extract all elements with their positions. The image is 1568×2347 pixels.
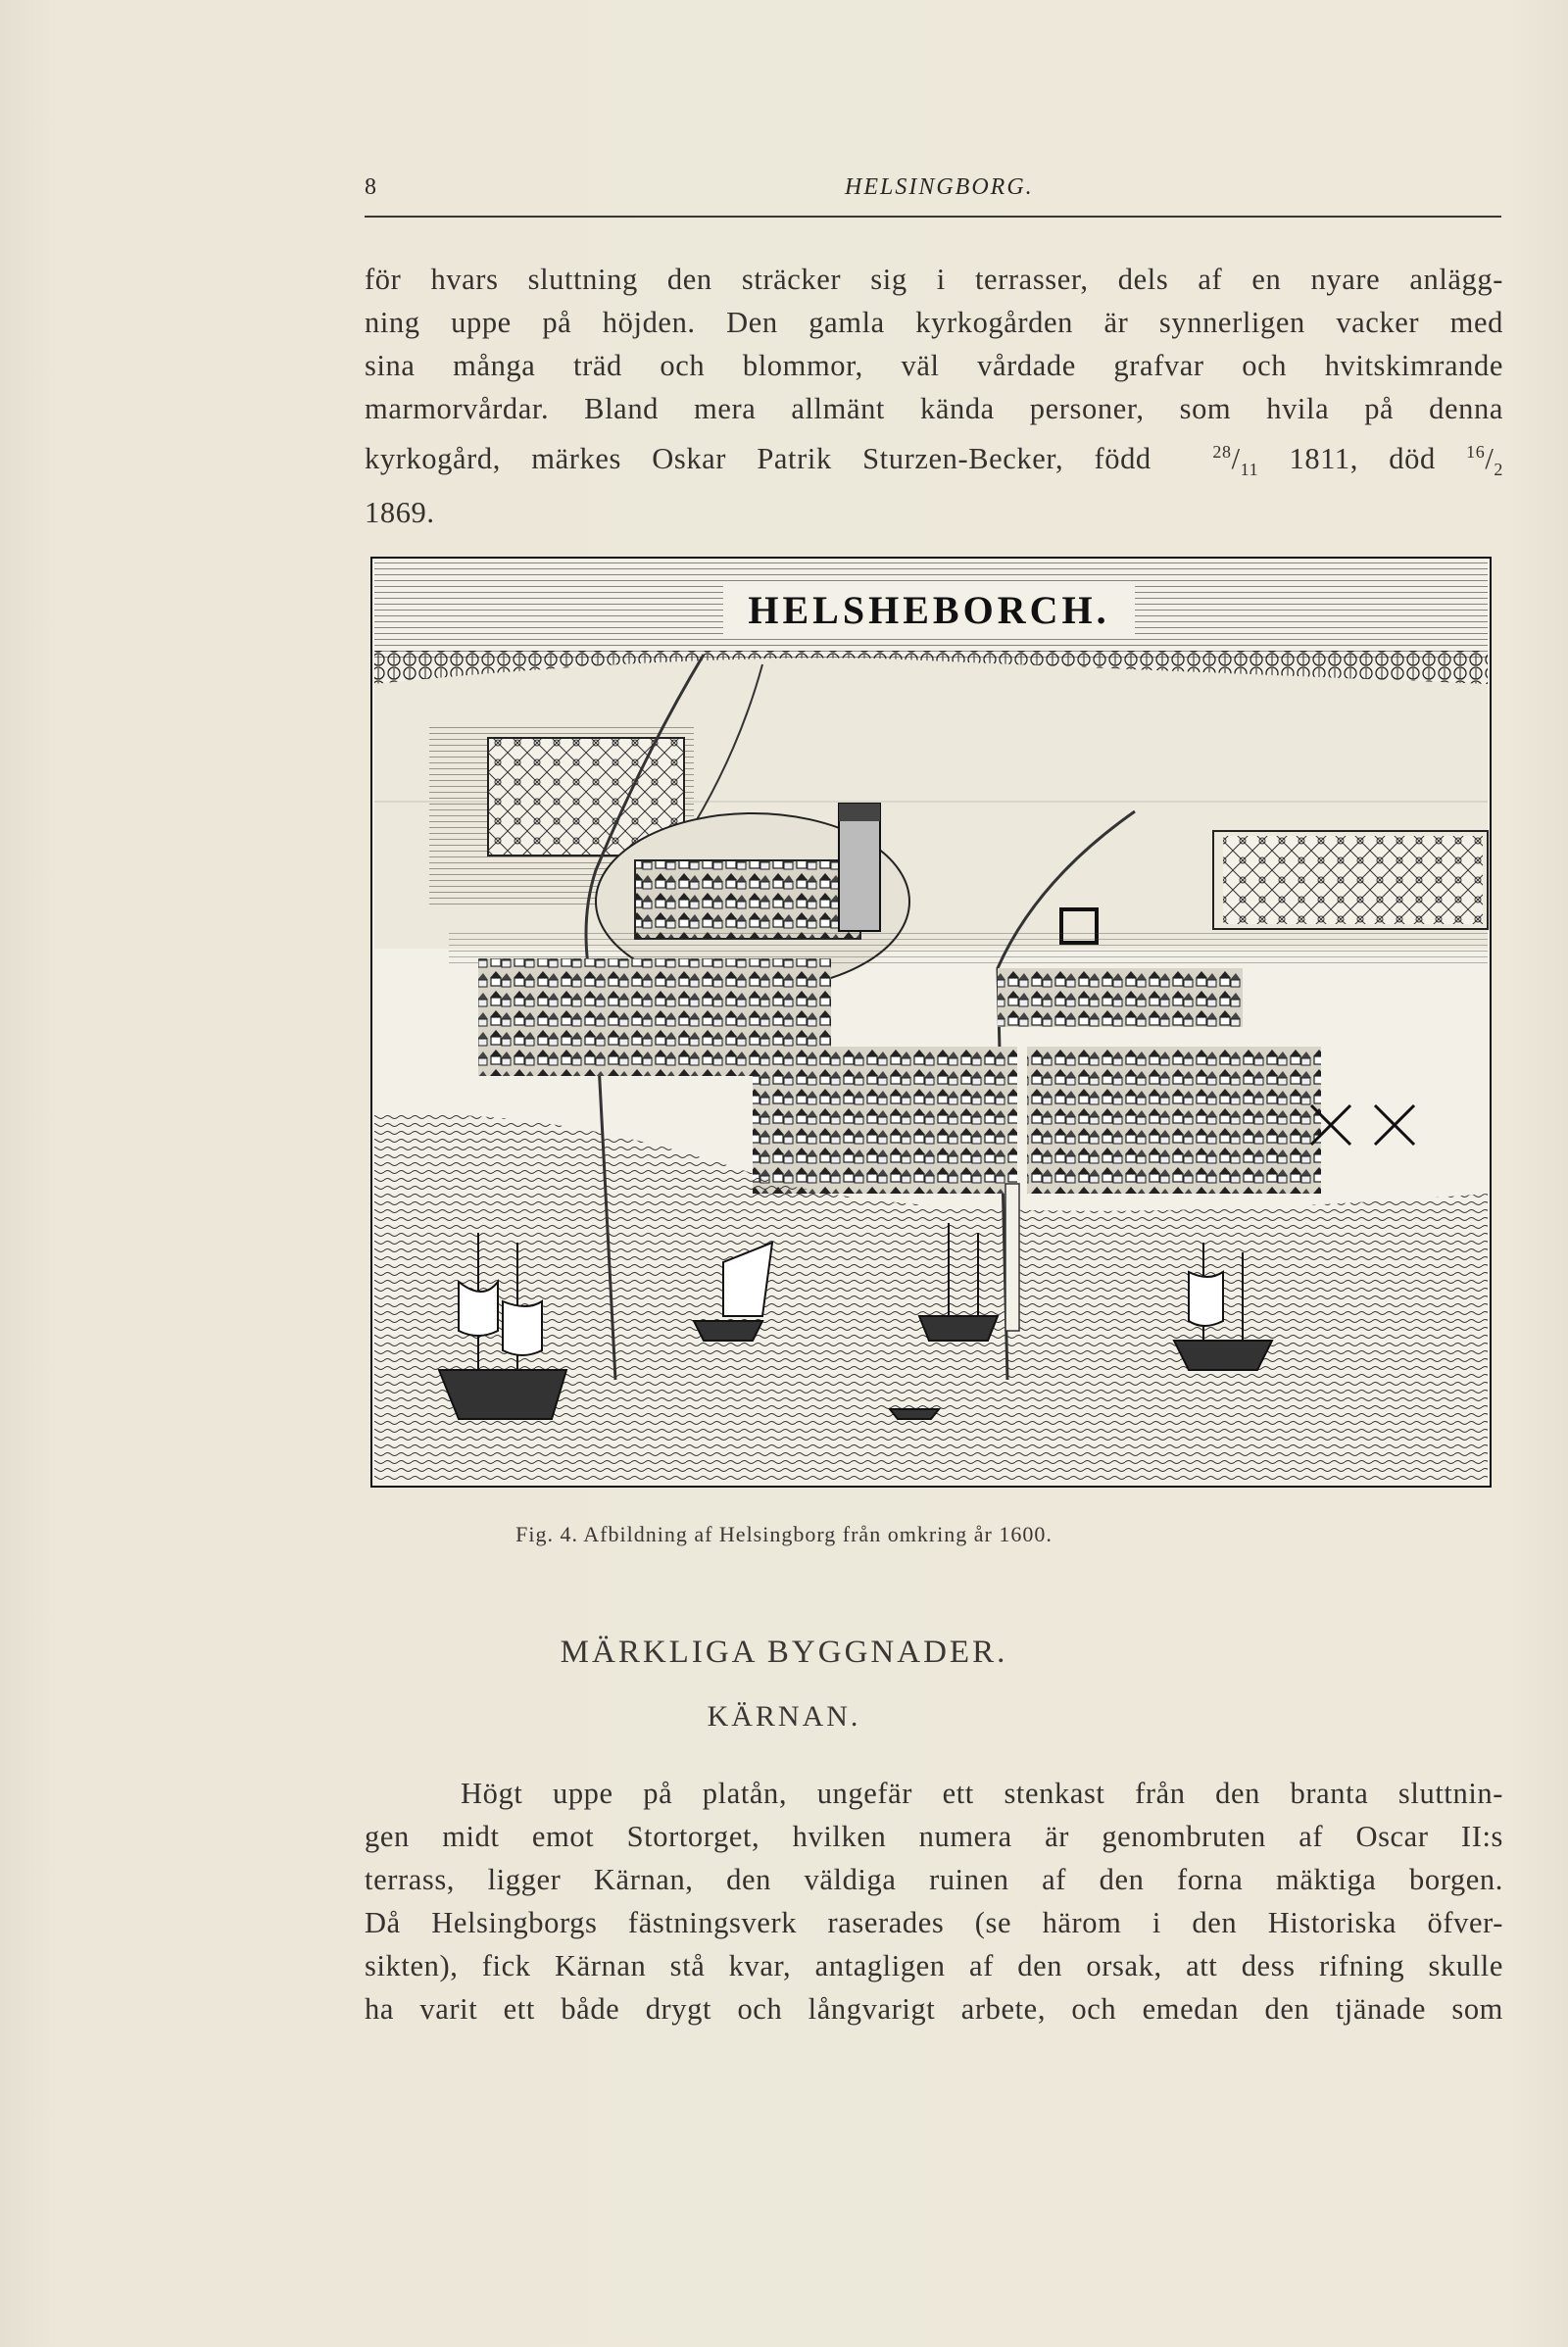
header-rule <box>365 216 1501 218</box>
text-segment: kyrkogård, märkes Oskar Patrik Sturzen-Becker, född <box>365 442 1152 476</box>
sub-heading: KÄRNAN. <box>707 1700 861 1733</box>
running-head-title: HELSINGBORG. <box>845 174 1034 200</box>
text-line: ning uppe på höjden. Den gamla kyrkogården är synnerligen vacker med <box>365 306 1503 339</box>
rowboat <box>890 1409 939 1419</box>
pier <box>1005 1184 1019 1331</box>
intro-paragraph <box>365 258 1503 534</box>
figure-caption: Fig. 4. Afbildning af Helsingborg från omkring år 1600. <box>515 1522 1053 1546</box>
garden-right <box>1223 836 1483 924</box>
death-day: 16 <box>1466 442 1486 462</box>
text-line: sina många träd och blommor, väl vårdade grafvar och hvitskimrande <box>365 349 1503 382</box>
text-line: sikten), fick Kärnan stå kvar, antagligen af den orsak, att dess rifning skulle <box>365 1949 1503 1982</box>
castle-wall <box>635 860 860 939</box>
text-line: för hvars sluttning den sträcker sig i terrasser, dels af en nyare anlägg- <box>365 263 1503 296</box>
houses-center <box>753 1047 1017 1194</box>
birth-date: $^{28}/_{11}$ 1811 <box>1212 442 1350 480</box>
houses-right <box>1027 1047 1321 1194</box>
text-segment: , död <box>1349 442 1436 476</box>
body-paragraph <box>365 1772 1503 2030</box>
page-number: 8 <box>365 174 376 200</box>
death-date: $^{16}/_2$ <box>1466 442 1504 480</box>
houses-upper-right <box>998 968 1243 1027</box>
text-line: terrass, ligger Kärnan, den väldiga ruinen af den forna mäktiga borgen. <box>365 1863 1503 1896</box>
text-line-with-dates <box>365 430 1503 491</box>
text-line: Högt uppe på platån, ungefär ett stenkast från den branta sluttnin- <box>461 1777 1503 1810</box>
text-line: marmorvårdar. Bland mera allmänt kända personer, som hvila på denna <box>365 392 1503 425</box>
birth-year: 1811 <box>1289 442 1350 476</box>
engraving-helsingborg <box>370 557 1492 1488</box>
birth-day: 28 <box>1212 442 1232 462</box>
birth-month: 11 <box>1240 460 1259 480</box>
death-month: 2 <box>1494 460 1504 480</box>
text-line: gen midt emot Stortorget, hvilken numera är genombruten af Oscar II:s <box>365 1820 1503 1853</box>
running-head <box>365 174 1501 214</box>
text-line: Då Helsingborgs fästningsverk raserades (se härom i den Historiska öfver- <box>365 1906 1503 1939</box>
text-line: 1869. <box>365 496 435 530</box>
section-heading: MÄRKLIGA BYGGNADER. <box>560 1635 1008 1670</box>
karnan-tower <box>839 804 880 931</box>
map-title: HELSHEBORCH. <box>748 588 1110 632</box>
text-line: ha varit ett både drygt och långvarigt arbete, och emedan den tjänade som <box>365 1992 1503 2026</box>
